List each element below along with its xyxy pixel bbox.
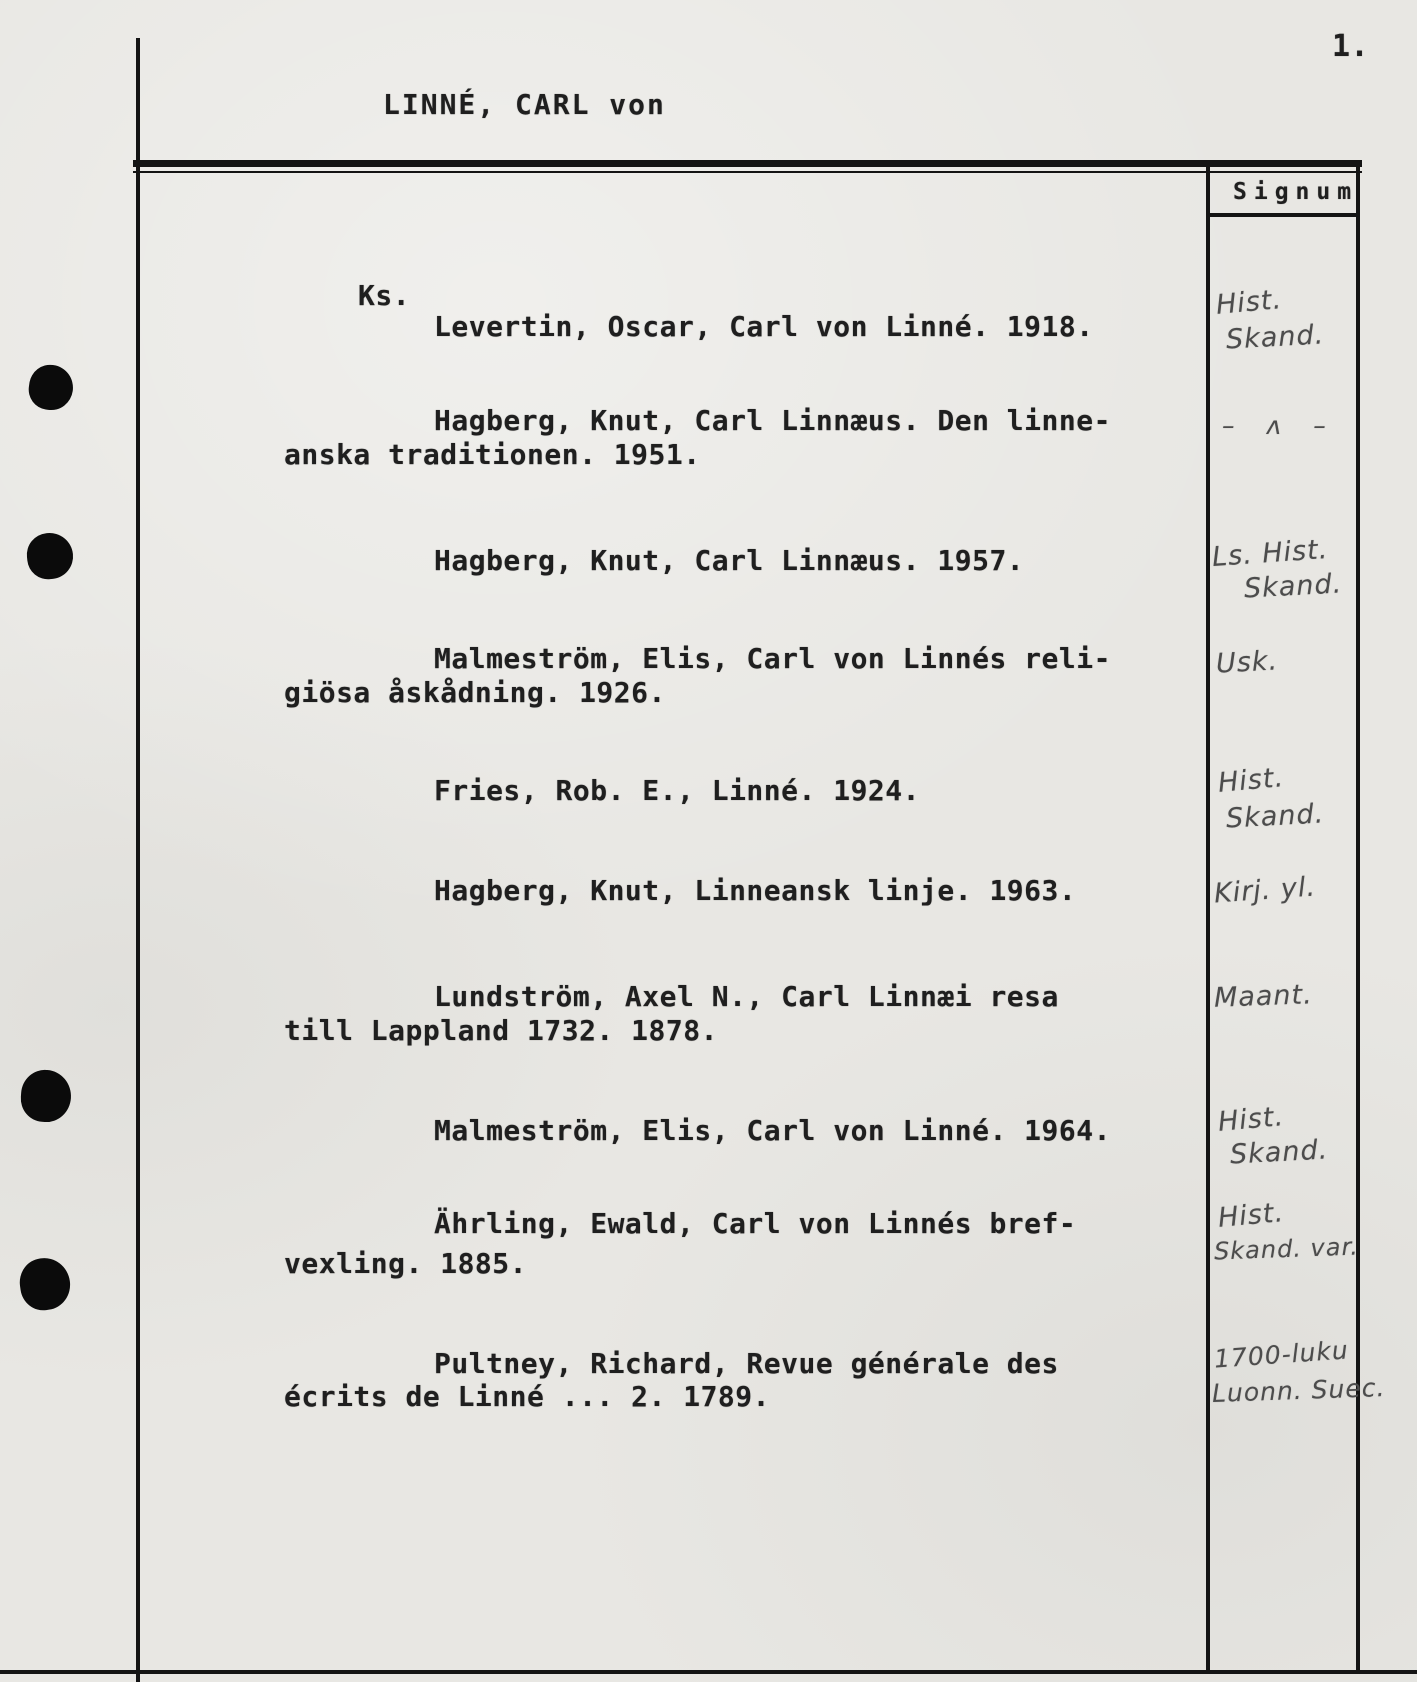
entry-line-2: vexling. 1885. bbox=[284, 1247, 528, 1280]
entry-signum-ditto-mark: – ʌ – bbox=[1222, 411, 1338, 440]
page-title: LINNÉ, CARL von bbox=[383, 88, 666, 121]
entry-signum-line-1: Hist. bbox=[1216, 1197, 1286, 1234]
entry-line-2: écrits de Linné ... 2. 1789. bbox=[284, 1380, 771, 1413]
entry-signum-line-1: Hist. bbox=[1214, 284, 1284, 321]
entry-signum-line-2: Skand. bbox=[1225, 319, 1325, 356]
signum-column-left-border bbox=[1206, 160, 1210, 1674]
table-top-rule-thick bbox=[133, 160, 1362, 167]
entry-signum-line-2: Skand. bbox=[1225, 798, 1325, 835]
entry-line-1: Levertin, Oscar, Carl von Linné. 1918. bbox=[434, 310, 1094, 343]
entry-line-2: till Lappland 1732. 1878. bbox=[284, 1014, 718, 1047]
entry-line-1: Malmeström, Elis, Carl von Linné. 1964. bbox=[434, 1114, 1111, 1147]
entry-line-1: Malmeström, Elis, Carl von Linnés reli- bbox=[434, 642, 1111, 675]
entry-line-1: Fries, Rob. E., Linné. 1924. bbox=[434, 774, 921, 807]
entry-signum-line-1: Hist. bbox=[1216, 1101, 1286, 1138]
entry-signum-line-2: Skand. var. bbox=[1213, 1232, 1360, 1266]
entry-prefix: Ks. bbox=[358, 279, 411, 312]
entry-signum-line-1: Hist. bbox=[1216, 762, 1286, 799]
entry-line-1: Hagberg, Knut, Linneansk linje. 1963. bbox=[434, 874, 1077, 907]
hole-punch bbox=[26, 362, 76, 413]
entry-signum-line-2: Skand. bbox=[1229, 1134, 1329, 1171]
hole-punch bbox=[17, 1255, 74, 1313]
signum-column-header: Signum bbox=[1233, 179, 1359, 205]
entry-signum-line-2: Luonn. Suec. bbox=[1211, 1372, 1386, 1409]
entry-signum-line-1: Kirj. yl. bbox=[1213, 871, 1317, 910]
entry-signum-line-1: 1700-luku bbox=[1213, 1335, 1350, 1374]
entry-line-1: Hagberg, Knut, Carl Linnæus. 1957. bbox=[434, 544, 1025, 577]
signum-column-right-border bbox=[1356, 160, 1360, 1674]
entry-line-2: anska traditionen. 1951. bbox=[284, 438, 701, 471]
signum-header-underline bbox=[1206, 213, 1360, 217]
table-top-rule-thin bbox=[133, 171, 1362, 173]
left-margin-rule bbox=[136, 38, 140, 1682]
page-bottom-rule bbox=[0, 1670, 1417, 1674]
entry-line-1: Hagberg, Knut, Carl Linnæus. Den linne- bbox=[434, 404, 1111, 437]
entry-line-1: Lundström, Axel N., Carl Linnæi resa bbox=[434, 980, 1059, 1013]
entry-line-1: Pultney, Richard, Revue générale des bbox=[434, 1347, 1059, 1380]
entry-signum-line-1: Usk. bbox=[1215, 645, 1279, 680]
page-number: 1. bbox=[1332, 29, 1370, 64]
entry-line-1: Ährling, Ewald, Carl von Linnés bref- bbox=[434, 1207, 1077, 1240]
hole-punch bbox=[19, 1068, 73, 1123]
entry-signum-line-2: Skand. bbox=[1243, 568, 1343, 605]
hole-punch bbox=[25, 531, 76, 582]
entry-line-2: giösa åskådning. 1926. bbox=[284, 676, 666, 709]
entry-signum-line-1: Ls. Hist. bbox=[1211, 533, 1330, 574]
entry-signum-line-1: Maant. bbox=[1213, 979, 1314, 1014]
